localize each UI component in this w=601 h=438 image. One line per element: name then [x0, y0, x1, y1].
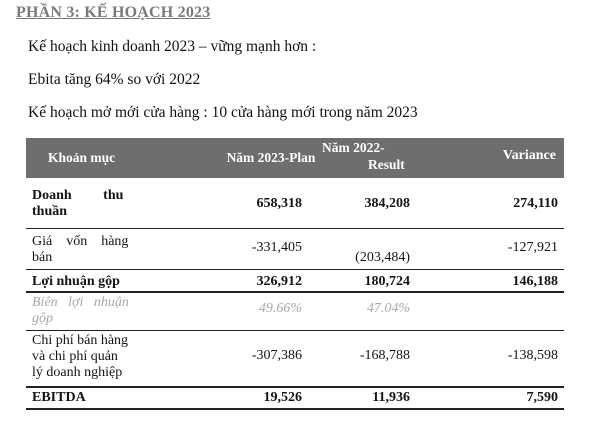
gross-profit-plan: 326,912 [256, 274, 302, 289]
header-result-2022: Năm 2022- [322, 140, 385, 155]
row-divider [26, 291, 564, 293]
sga-variance: -138,598 [507, 348, 558, 363]
row-label-gross-profit: Lợi nhuận gộp [32, 274, 120, 289]
row-divider [26, 330, 564, 331]
financial-plan-table [26, 138, 564, 412]
revenue-variance: 274,110 [513, 196, 558, 211]
row-label-ebitda: EBITDA [32, 390, 86, 405]
business-plan-text: Kế hoạch kinh doanh 2023 – vững mạnh hơn : [28, 38, 317, 55]
header-item: Khoản mục [48, 150, 116, 165]
row-label-line: lý doanh nghiệp [32, 365, 123, 380]
row-label-gross-margin [32, 295, 142, 327]
header-plan-2023: Năm 2023-Plan [226, 150, 316, 165]
gross-profit-result: 180,724 [364, 274, 410, 289]
cogs-result: (203,484) [355, 250, 410, 265]
ebitda-result: 11,936 [372, 390, 410, 405]
ebita-growth-text: Ebita tăng 64% so với 2022 [28, 71, 201, 88]
row-label-line: thuần [32, 204, 68, 219]
row-label-line: bán [32, 250, 53, 265]
row-label-cogs [32, 234, 142, 266]
gross-margin-result: 47.04% [366, 301, 410, 316]
cogs-variance: -127,921 [507, 240, 558, 255]
revenue-plan: 658,318 [256, 196, 302, 211]
sga-plan: -307,386 [251, 348, 302, 363]
gross-margin-plan: 49.66% [258, 301, 302, 316]
row-label-line: Doanh thu [32, 188, 124, 203]
row-divider [26, 228, 564, 229]
row-divider [26, 269, 564, 270]
table-bottom-border [26, 408, 564, 410]
row-label-line: và chi phí quản [32, 349, 118, 364]
row-label-sga [32, 333, 182, 381]
header-result-2022-suffix: Result [368, 157, 405, 172]
row-label-line: Biên lợi nhuận [32, 295, 129, 310]
row-label-line: Giá vốn hàng [32, 234, 129, 249]
gross-profit-variance: 146,188 [512, 274, 558, 289]
ebitda-variance: 7,590 [526, 390, 558, 405]
cogs-plan: -331,405 [251, 240, 302, 255]
ebitda-plan: 19,526 [263, 390, 302, 405]
row-divider [26, 386, 564, 388]
row-label-revenue [32, 188, 142, 220]
table-header [26, 138, 564, 178]
row-label-line: Chi phí bán hàng [32, 333, 129, 348]
revenue-result: 384,208 [364, 196, 410, 211]
row-label-line: gộp [32, 311, 53, 326]
store-opening-plan-text: Kế hoạch mở mới cửa hàng : 10 cửa hàng mới trong năm 2023 [28, 104, 418, 121]
header-variance: Variance [502, 148, 556, 163]
sga-result: -168,788 [359, 348, 410, 363]
section-title: PHẦN 3: KẾ HOẠCH 2023 [16, 4, 211, 21]
